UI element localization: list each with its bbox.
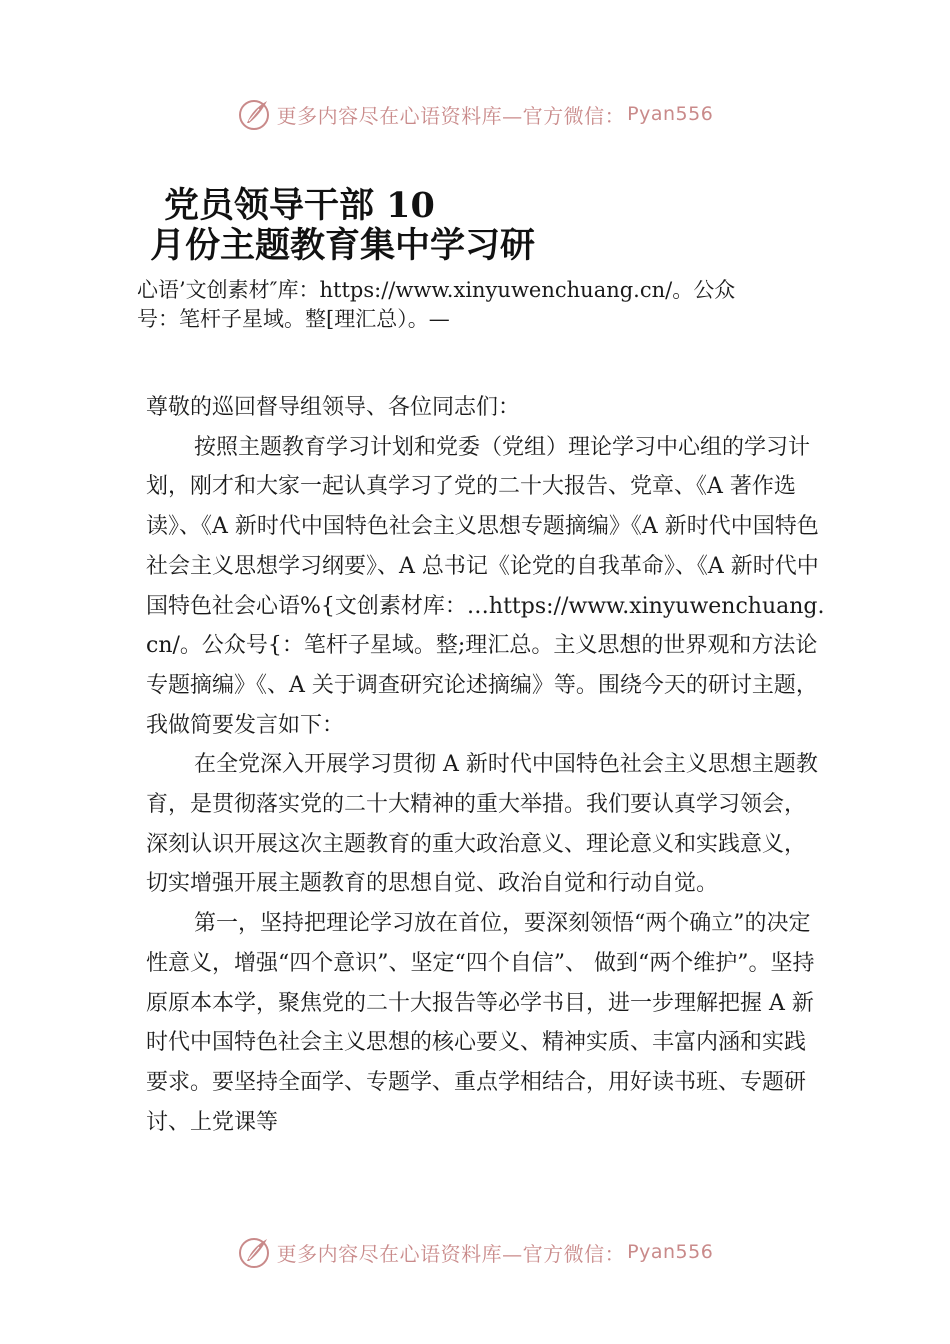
footer-watermark: [0, 1232, 950, 1272]
title-line-2: 月份主题教育集中学习研: [150, 225, 536, 266]
watermark-wechat-id: Pyan556: [627, 103, 714, 125]
source-note: [137, 276, 837, 334]
pen-leaf-logo-icon: [237, 1235, 271, 1269]
document-body: [146, 388, 826, 1142]
watermark-text: 更多内容尽在心语资料库—官方微信：: [276, 1241, 626, 1266]
watermark-text: 更多内容尽在心语资料库—官方微信：: [276, 103, 626, 128]
document-title: [150, 186, 870, 266]
source-line-2: 号：笔杆子星域。整[理汇总）。—: [137, 307, 450, 331]
paragraph-1: 按照主题教育学习计划和党委（党组）理论学习中心组的学习计划，刚才和大家一起认真学习了党的二十大报告、党章、《A 著作选读》、《A 新时代中国特色社会主义思想专题摘编》《A 新时代中国特色社会主义思想学习纲要》、A 总书记《论党的自我革命》、《A 新时代中国特色社会心语%{文创素材库：…https://www.xinyuwenchuang.cn/。公众号{：笔杆子星域。整;理汇总。主义思想的世界观和方法论专题摘编》《、A 关于调查研究论述摘编》等。围绕今天的研讨主题，我做简要发言如下：: [146, 434, 825, 738]
paragraph-3: 第一，坚持把理论学习放在首位，要深刻领悟“两个确立”的决定性意义，增强“四个意识”、坚定“四个自信”、 做到“两个维护”。坚持原原本本学，聚焦党的二十大报告等必学书目，进一步理解把握 A 新时代中国特色社会主义思想的核心要义、精神实质、丰富内涵和实践要求。要坚持全面学、专题学、重点学相结合，用好读书班、专题研讨、上党课等: [146, 911, 815, 1135]
salutation: 尊敬的巡回督导组领导、各位同志们：: [146, 395, 521, 420]
header-watermark: [0, 94, 950, 134]
source-line-1: 心语’文创素材″库：https://www.xinyuwenchuang.cn/。公众: [137, 278, 736, 302]
pen-leaf-logo-icon: [237, 97, 271, 131]
watermark-wechat-id: Pyan556: [627, 1241, 714, 1263]
paragraph-2: 在全党深入开展学习贯彻 A 新时代中国特色社会主义思想主题教育，是贯彻落实党的二十大精神的重大举措。我们要认真学习领会，深刻认识开展这次主题教育的重大政治意义、理论意义和实践意义，切实增强开展主题教育的思想自觉、政治自觉和行动自觉。: [146, 752, 818, 897]
title-line-1: 党员领导干部 10: [164, 185, 435, 226]
